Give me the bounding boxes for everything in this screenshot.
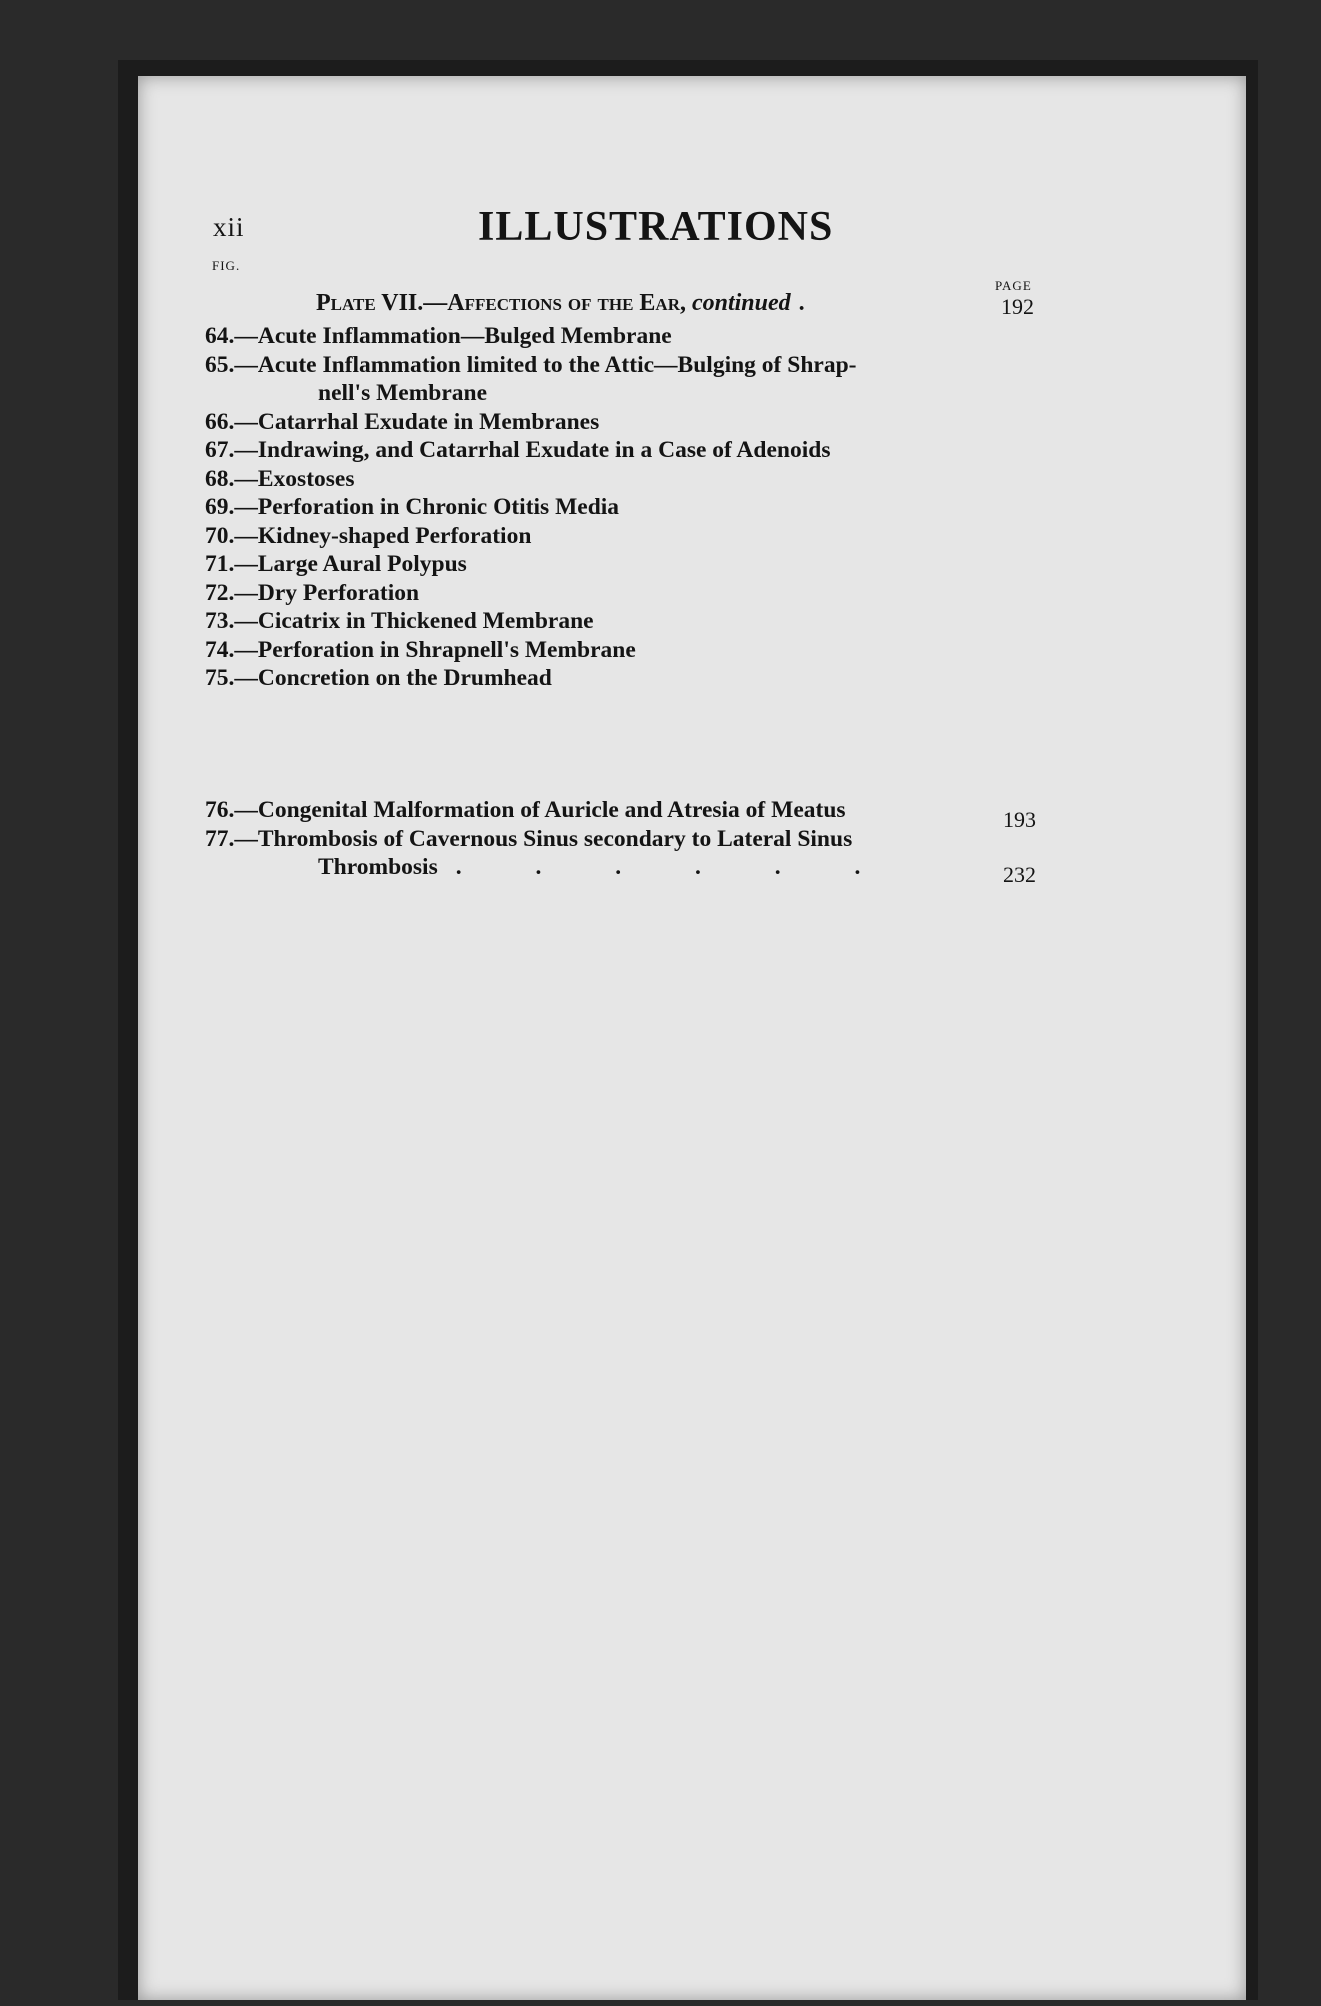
plate-heading — [316, 290, 805, 317]
list-item: 70.—Kidney-shaped Perforation — [205, 522, 532, 549]
page-column-label: PAGE — [995, 278, 1032, 293]
list-item: 71.—Large Aural Polypus — [205, 551, 467, 577]
figure-list — [205, 322, 945, 693]
list-item-continuation-text: Thrombosis — [318, 854, 438, 880]
list-item: 65.—Acute Inflammation limited to the Attic—Bulging of Shrap- — [205, 351, 857, 378]
list-item-continuation: nell's Membrane — [318, 380, 488, 406]
fig-column-label: FIG. — [212, 258, 241, 273]
list-item: 75.—Concretion on the Drumhead — [205, 665, 552, 691]
list-item: 72.—Dry Perforation — [205, 579, 420, 606]
entry-page-number: 232 — [1003, 862, 1036, 887]
list-item: 74.—Perforation in Shrapnell's Membrane — [205, 636, 636, 663]
list-item-continuation — [205, 853, 945, 882]
list-item: 67.—Indrawing, and Catarrhal Exudate in a Case of Adenoids — [205, 437, 831, 463]
list-item: 73.—Cicatrix in Thickened Membrane — [205, 608, 594, 634]
list-item: 66.—Catarrhal Exudate in Membranes — [205, 408, 600, 435]
figure-list-second — [205, 796, 945, 882]
list-item: 64.—Acute Inflammation—Bulged Membrane — [205, 323, 672, 349]
list-item: 76.—Congenital Malformation of Auricle and Atresia of Meatus — [205, 797, 846, 823]
plate-page-number: 192 — [1001, 294, 1034, 319]
list-item: 77.—Thrombosis of Cavernous Sinus secondary to Lateral Sinus — [205, 825, 853, 852]
list-item: 69.—Perforation in Chronic Otitis Media — [205, 494, 620, 520]
dot-leaders: . . . . . . — [455, 854, 895, 880]
plate-heading-continued: continued — [691, 290, 791, 316]
plate-heading-label: Plate VII.—Affections of the Ear, — [316, 290, 692, 316]
entry-page-number: 193 — [1003, 807, 1036, 832]
list-item: 68.—Exostoses — [205, 465, 355, 492]
page-title: ILLUSTRATIONS — [478, 204, 834, 250]
plate-heading-dot: . — [798, 290, 805, 316]
page-number: xii — [213, 212, 245, 242]
